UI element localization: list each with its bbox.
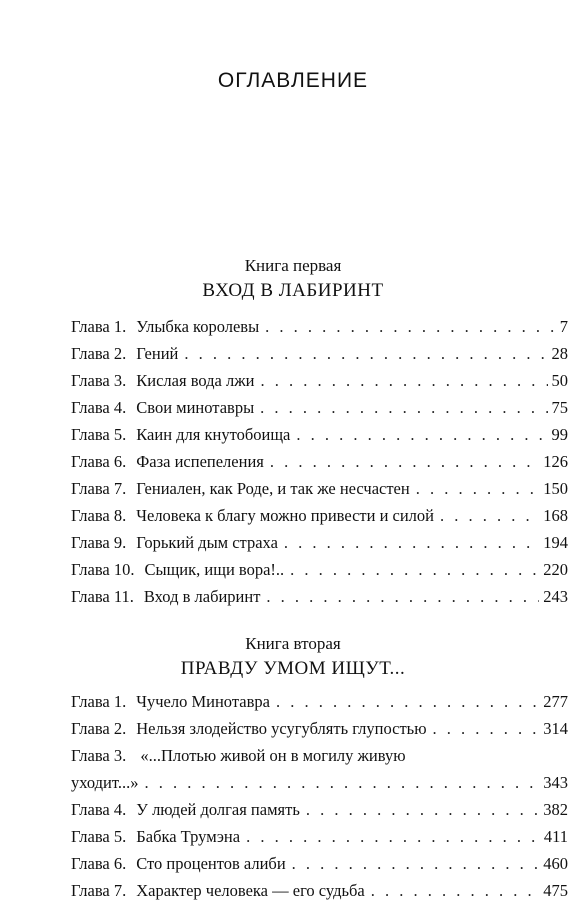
dot-leader: [266, 583, 539, 610]
chapter-title: Улыбка королевы: [136, 317, 260, 336]
book-2-chapter-list: [71, 688, 568, 904]
chapter-number: Глава 7.: [71, 479, 127, 498]
page-number: 99: [551, 425, 568, 444]
chapter-number: Глава 4.: [71, 800, 127, 819]
book-1-chapter-list: [71, 313, 568, 610]
toc-entry[interactable]: [71, 502, 568, 529]
chapter-number: Глава 11.: [71, 587, 134, 606]
dot-leader: [416, 475, 540, 502]
toc-entry[interactable]: [71, 529, 568, 556]
page-number: 475: [543, 881, 568, 900]
chapter-number: Глава 7.: [71, 881, 127, 900]
dot-leader: [276, 688, 539, 715]
toc-entry[interactable]: [71, 448, 568, 475]
dot-leader: [296, 421, 547, 448]
book-2-title: ПРАВДУ УМОМ ИЩУТ...: [180, 658, 406, 679]
toc-entry[interactable]: [71, 742, 568, 796]
page-number: 194: [543, 533, 568, 552]
page-number: 243: [543, 587, 568, 606]
dot-leader: [292, 850, 540, 877]
chapter-number: Глава 6.: [71, 452, 127, 471]
chapter-title: Чучело Минотавра: [136, 692, 270, 711]
toc-entry[interactable]: [71, 877, 568, 904]
chapter-title: Человека к благу можно привести и силой: [136, 506, 434, 525]
chapter-title: Нельзя злодейство усугублять глупостью: [136, 719, 427, 738]
chapter-title: Кислая вода лжи: [136, 371, 255, 390]
chapter-title: Горький дым страха: [136, 533, 278, 552]
toc-entry[interactable]: [71, 796, 568, 823]
chapter-second-line: [71, 769, 568, 796]
page-number: 168: [543, 506, 568, 525]
page-number: 50: [551, 371, 568, 390]
page-number: 382: [543, 800, 568, 819]
chapter-title: Фаза испепеления: [136, 452, 264, 471]
toc-entry[interactable]: [71, 850, 568, 877]
page-number: 411: [543, 827, 568, 846]
page-number: 277: [543, 692, 568, 711]
chapter-number: Глава 5.: [71, 425, 127, 444]
dot-leader: [440, 502, 539, 529]
dot-leader: [433, 715, 540, 742]
dot-leader: [270, 448, 539, 475]
chapter-title: Гений: [136, 344, 179, 363]
chapter-first-line: [71, 742, 568, 769]
toc-entry[interactable]: [71, 715, 568, 742]
toc-entry[interactable]: [71, 313, 568, 340]
chapter-title: Сыщик, ищи вора!..: [144, 560, 285, 579]
dot-leader: [260, 367, 547, 394]
page-number: 28: [551, 344, 568, 363]
chapter-title: Бабка Трумэна: [136, 827, 241, 846]
chapter-number: Глава 1.: [71, 317, 127, 336]
dot-leader: [306, 796, 539, 823]
chapter-title: Характер человека — его судьба: [136, 881, 365, 900]
chapter-number: Глава 3.: [71, 371, 127, 390]
toc-entry[interactable]: [71, 340, 568, 367]
toc-entry[interactable]: [71, 688, 568, 715]
book-1-title: ВХОД В ЛАБИРИНТ: [202, 280, 384, 301]
chapter-number: Глава 9.: [71, 533, 127, 552]
chapter-title: У людей долгая память: [136, 800, 300, 819]
dot-leader: [184, 340, 547, 367]
page-number: 343: [543, 773, 568, 792]
dot-leader: [260, 394, 547, 421]
toc-entry[interactable]: [71, 421, 568, 448]
toc-entry[interactable]: [71, 367, 568, 394]
page-title: ОГЛАВЛЕНИЕ: [217, 69, 369, 92]
page-number: 126: [543, 452, 568, 471]
toc-entry[interactable]: [71, 583, 568, 610]
chapter-title: «...Плотью живой он в могилу живую: [140, 746, 406, 765]
book-1-heading: [0, 256, 586, 303]
page-number: 314: [543, 719, 568, 738]
chapter-title: Свои минотавры: [136, 398, 255, 417]
chapter-number: Глава 1.: [71, 692, 127, 711]
dot-leader: [371, 877, 539, 904]
chapter-number: Глава 10.: [71, 560, 135, 579]
chapter-number: Глава 5.: [71, 827, 127, 846]
page-number: 75: [551, 398, 568, 417]
dot-leader: [290, 556, 539, 583]
dot-leader: [284, 529, 539, 556]
page-number: 220: [543, 560, 568, 579]
book-2-label: Книга вторая: [245, 634, 341, 653]
toc-entry[interactable]: [71, 556, 568, 583]
chapter-number: Глава 2.: [71, 344, 127, 363]
chapter-number: Глава 6.: [71, 854, 127, 873]
chapter-title-continued: уходит...»: [71, 773, 139, 792]
page-number: 7: [559, 317, 568, 336]
chapter-number: Глава 8.: [71, 506, 127, 525]
dot-leader: [144, 769, 539, 796]
chapter-number: Глава 3.: [71, 746, 127, 765]
dot-leader: [265, 313, 556, 340]
chapter-title: Вход в лабиринт: [143, 587, 261, 606]
chapter-number: Глава 4.: [71, 398, 127, 417]
page-number: 150: [543, 479, 568, 498]
toc-entry[interactable]: [71, 475, 568, 502]
dot-leader: [246, 823, 540, 850]
page-number: 460: [543, 854, 568, 873]
chapter-title: Каин для кнутобоища: [136, 425, 291, 444]
chapter-number: Глава 2.: [71, 719, 127, 738]
book-2-heading: [0, 634, 586, 681]
chapter-title: Сто процентов алиби: [136, 854, 286, 873]
chapter-title: Гениален, как Роде, и так же несчастен: [136, 479, 410, 498]
toc-entry[interactable]: [71, 394, 568, 421]
toc-entry[interactable]: [71, 823, 568, 850]
book-1-label: Книга первая: [244, 256, 342, 275]
